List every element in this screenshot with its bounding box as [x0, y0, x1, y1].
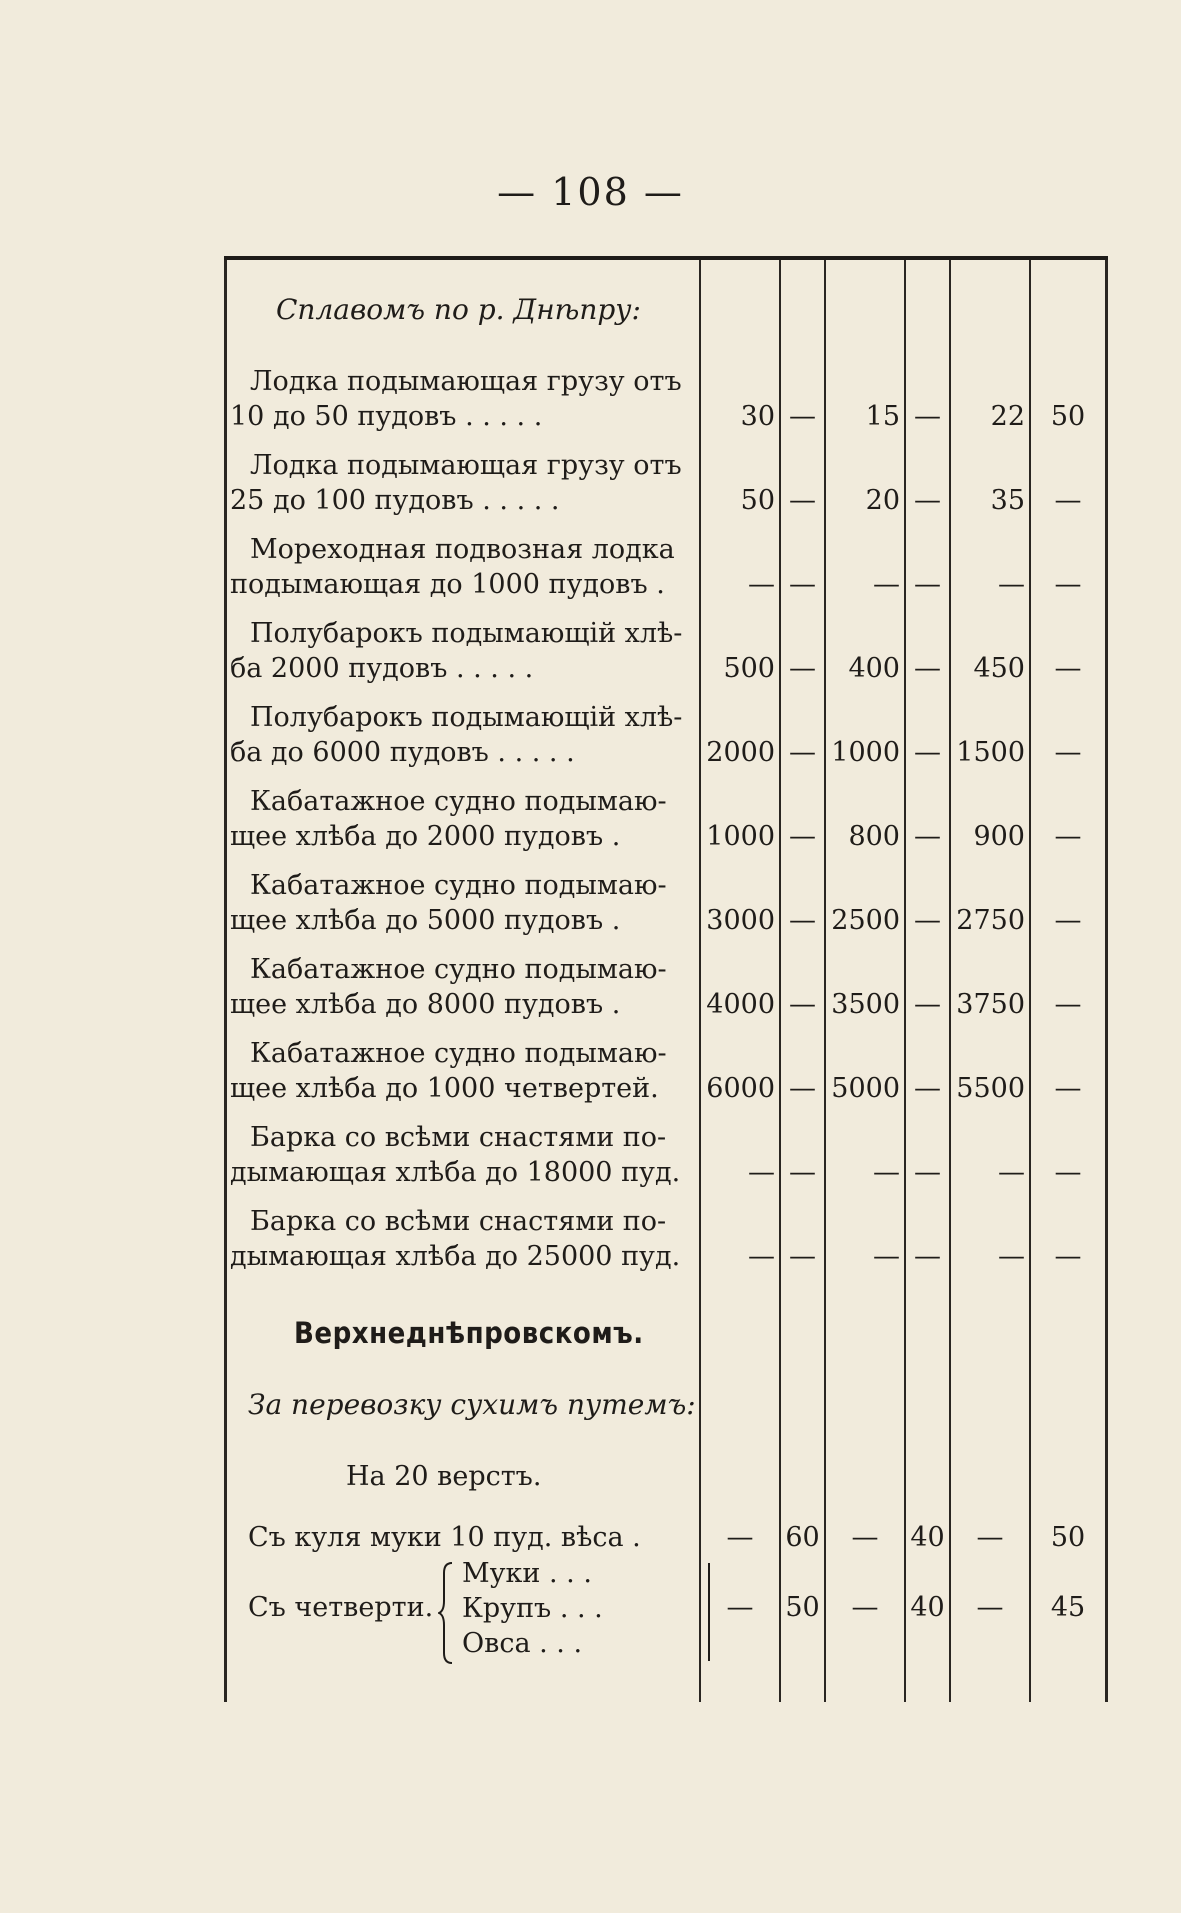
chetvert-col-1: —: [726, 1592, 754, 1623]
row-dash-col-4: —: [914, 1157, 941, 1188]
row-value-col-6: —: [1054, 1241, 1082, 1272]
row-value-col-1: 30: [740, 401, 775, 432]
chetvert-label: Съ четверти.: [248, 1592, 434, 1623]
kul-col-3: —: [851, 1522, 879, 1553]
row-description-line-1: Лодка подымающая грузу отъ: [250, 366, 682, 397]
row-description-line-2: дымающая хлѣба до 18000 пуд.: [230, 1157, 681, 1188]
row-value-col-3: —: [873, 1157, 900, 1188]
row-dash-col-4: —: [914, 569, 941, 600]
table-top-rule: [224, 256, 1108, 260]
chetvert-brace-icon: [438, 1561, 456, 1665]
row-dash-col-2: —: [789, 737, 816, 768]
column-rule-2: [779, 260, 781, 1702]
column-rule-3: [824, 260, 826, 1702]
chetvert-item-oats: Овса . . .: [462, 1628, 583, 1659]
row-description-line-2: дымающая хлѣба до 25000 пуд.: [230, 1241, 681, 1272]
row-value-col-5: 35: [990, 485, 1025, 516]
row-value-col-6: —: [1054, 569, 1082, 600]
chetvert-col-3: —: [851, 1592, 879, 1623]
row-description-line-2: 25 до 100 пудовъ . . . . .: [230, 485, 560, 516]
section-subheading-dry-route: За перевозку сухимъ путемъ:: [248, 1388, 696, 1421]
row-description-line-2: щее хлѣба до 8000 пудовъ .: [230, 989, 621, 1020]
row-value-col-5: —: [998, 1157, 1025, 1188]
row-value-col-1: 50: [740, 485, 775, 516]
row-value-col-1: —: [748, 569, 775, 600]
kul-col-6: 50: [1050, 1522, 1086, 1553]
row-dash-col-2: —: [789, 401, 816, 432]
row-value-col-5: 3750: [956, 989, 1025, 1020]
row-dash-col-4: —: [914, 1073, 941, 1104]
row-description: [230, 448, 690, 518]
column-rule-left: [224, 260, 227, 1702]
row-value-col-6: —: [1054, 1157, 1082, 1188]
row-dash-col-4: —: [914, 401, 941, 432]
row-value-col-6: —: [1054, 1073, 1082, 1104]
row-value-col-5: 5500: [956, 1073, 1025, 1104]
row-description-line-2: подымающая до 1000 пудовъ .: [230, 569, 665, 600]
row-value-col-3: 400: [848, 653, 900, 684]
row-description: [230, 952, 690, 1022]
distance-label: На 20 верстъ.: [346, 1461, 542, 1492]
row-dash-col-2: —: [789, 1241, 816, 1272]
chetvert-item-flour: Муки . . .: [462, 1558, 592, 1589]
row-description-line-2: ба до 6000 пудовъ . . . . .: [230, 737, 575, 768]
column-rule-5: [949, 260, 951, 1702]
row-description-line-1: Полубарокъ подымающій хлѣ-: [250, 702, 683, 733]
row-dash-col-4: —: [914, 989, 941, 1020]
row-value-col-1: —: [748, 1157, 775, 1188]
chetvert-col-2: 50: [785, 1592, 820, 1623]
row-value-col-5: 900: [973, 821, 1025, 852]
row-description-line-2: щее хлѣба до 1000 четвертей.: [230, 1073, 659, 1104]
chetvert-item-groats: Крупъ . . .: [462, 1593, 603, 1624]
row-dash-col-4: —: [914, 485, 941, 516]
column-rule-6: [1029, 260, 1031, 1702]
chetvert-col-5: —: [976, 1592, 1004, 1623]
row-value-col-3: 15: [865, 401, 900, 432]
chetvert-col-4: 40: [910, 1592, 945, 1623]
row-dash-col-2: —: [789, 821, 816, 852]
row-description-line-2: щее хлѣба до 2000 пудовъ .: [230, 821, 621, 852]
row-value-col-6: —: [1054, 905, 1082, 936]
row-value-col-1: 2000: [706, 737, 775, 768]
row-dash-col-2: —: [789, 1157, 816, 1188]
row-value-col-6: —: [1054, 653, 1082, 684]
row-value-col-1: —: [748, 1241, 775, 1272]
row-description-line-1: Лодка подымающая грузу отъ: [250, 450, 682, 481]
price-table: [224, 256, 1108, 1702]
row-description-line-2: ба 2000 пудовъ . . . . .: [230, 653, 534, 684]
row-value-col-5: 2750: [956, 905, 1025, 936]
row-description: [230, 700, 690, 770]
row-description: [230, 784, 690, 854]
row-description: [230, 1120, 690, 1190]
row-dash-col-2: —: [789, 569, 816, 600]
row-description: [230, 532, 690, 602]
row-value-col-6: —: [1054, 485, 1082, 516]
kul-col-1: —: [726, 1522, 754, 1553]
row-description: [230, 868, 690, 938]
row-value-col-3: 3500: [831, 989, 900, 1020]
row-value-col-5: —: [998, 569, 1025, 600]
row-description-line-1: Кабатажное судно подымаю-: [250, 870, 667, 901]
row-value-col-3: 2500: [831, 905, 900, 936]
kul-col-5: —: [976, 1522, 1004, 1553]
row-dash-col-4: —: [914, 1241, 941, 1272]
row-description: [230, 1204, 690, 1274]
section-heading-verkhnedneprovsk: Верхнеднѣпровскомъ.: [294, 1316, 644, 1350]
row-description-line-1: Барка со всѣми снастями по-: [250, 1206, 667, 1237]
row-description: [230, 616, 690, 686]
row-value-col-1: 6000: [706, 1073, 775, 1104]
row-value-col-1: 1000: [706, 821, 775, 852]
page-number: — 108 —: [497, 170, 684, 214]
row-value-col-1: 500: [723, 653, 775, 684]
row-dash-col-2: —: [789, 653, 816, 684]
row-dash-col-2: —: [789, 485, 816, 516]
row-value-col-3: —: [873, 569, 900, 600]
column-rule-1: [699, 260, 701, 1702]
column-rule-right: [1105, 260, 1108, 1702]
row-description: [230, 1036, 690, 1106]
row-value-col-1: 4000: [706, 989, 775, 1020]
row-dash-col-2: —: [789, 989, 816, 1020]
kul-label: Съ куля муки 10 пуд. вѣса .: [248, 1522, 641, 1553]
row-dash-col-4: —: [914, 821, 941, 852]
section-heading-dnieper: Сплавомъ по р. Днѣпру:: [276, 293, 641, 326]
row-value-col-5: —: [998, 1241, 1025, 1272]
row-value-col-5: 450: [973, 653, 1025, 684]
row-description-line-1: Барка со всѣми снастями по-: [250, 1122, 667, 1153]
row-description-line-1: Кабатажное судно подымаю-: [250, 786, 667, 817]
row-value-col-5: 22: [990, 401, 1025, 432]
row-description: [230, 364, 690, 434]
row-dash-col-2: —: [789, 905, 816, 936]
row-description-line-1: Полубарокъ подымающій хлѣ-: [250, 618, 683, 649]
row-description-line-1: Мореходная подвозная лодка: [250, 534, 675, 565]
kul-col-2: 60: [785, 1522, 820, 1553]
row-dash-col-4: —: [914, 905, 941, 936]
row-value-col-6: —: [1054, 821, 1082, 852]
kul-col-4: 40: [910, 1522, 945, 1553]
row-value-col-1: 3000: [706, 905, 775, 936]
row-description-line-1: Кабатажное судно подымаю-: [250, 954, 667, 985]
row-value-col-6: —: [1054, 989, 1082, 1020]
row-value-col-5: 1500: [956, 737, 1025, 768]
row-value-col-3: 5000: [831, 1073, 900, 1104]
row-value-col-3: 1000: [831, 737, 900, 768]
column-rule-4: [904, 260, 906, 1702]
row-value-col-6: —: [1054, 737, 1082, 768]
chetvert-col-6: 45: [1050, 1592, 1086, 1623]
row-dash-col-4: —: [914, 653, 941, 684]
row-value-col-3: —: [873, 1241, 900, 1272]
row-description-line-2: щее хлѣба до 5000 пудовъ .: [230, 905, 621, 936]
row-dash-col-2: —: [789, 1073, 816, 1104]
row-value-col-3: 800: [848, 821, 900, 852]
row-value-col-3: 20: [865, 485, 900, 516]
row-dash-col-4: —: [914, 737, 941, 768]
row-description-line-2: 10 до 50 пудовъ . . . . .: [230, 401, 543, 432]
row-value-col-6: 50: [1050, 401, 1086, 432]
row-description-line-1: Кабатажное судно подымаю-: [250, 1038, 667, 1069]
